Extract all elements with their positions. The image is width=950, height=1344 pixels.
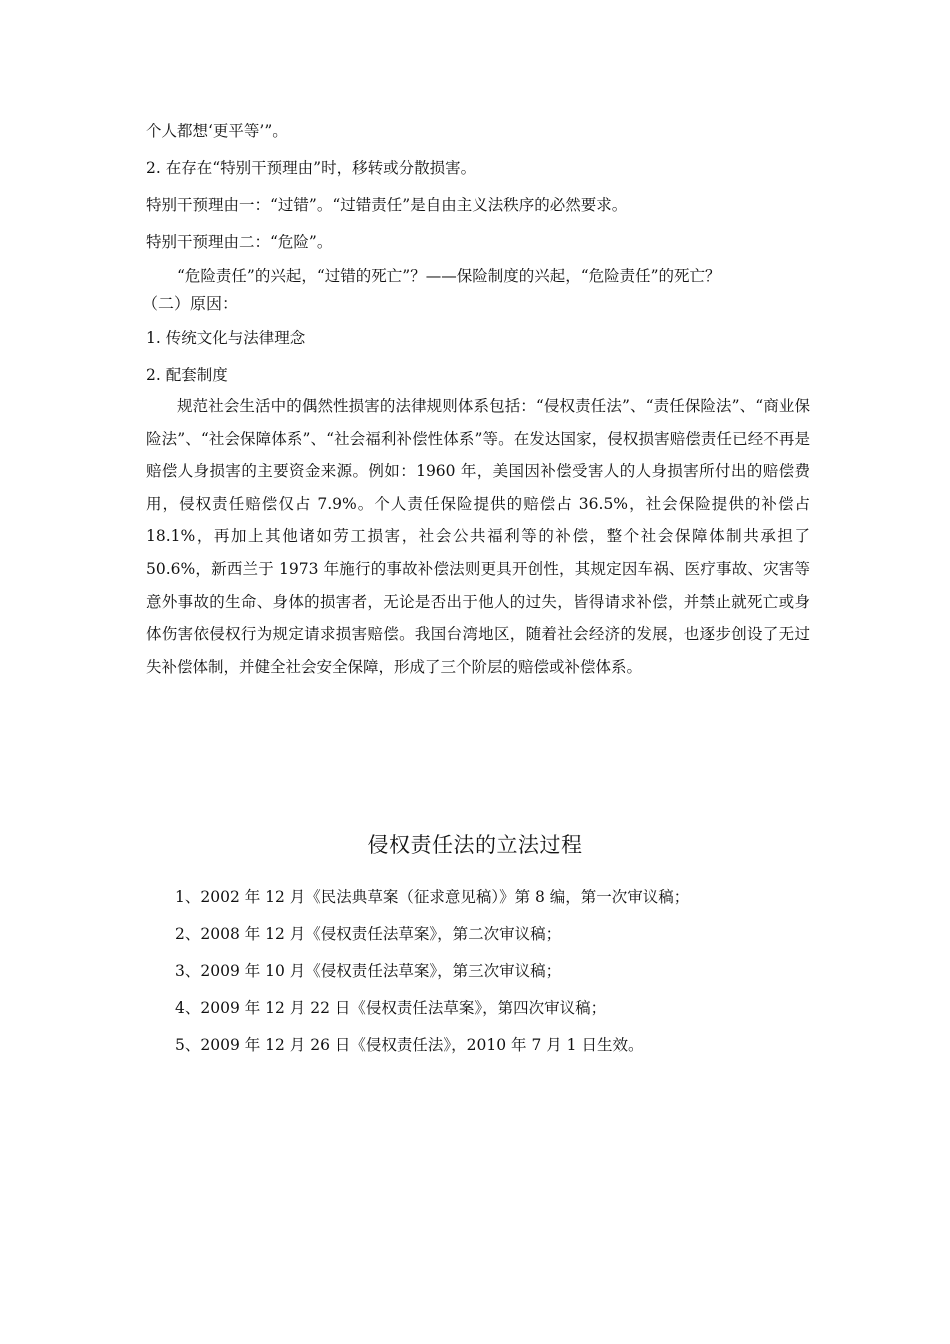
list-item: 2、2008 年 12 月《侵权责任法草案》，第二次审议稿； xyxy=(175,925,562,943)
text-line: 个人都想‘更平等’”。 xyxy=(146,122,288,140)
numbered-item: 2. 配套制度 xyxy=(146,366,228,384)
numbered-item: 1. 传统文化与法律理念 xyxy=(146,329,306,347)
body-paragraph: 规范社会生活中的偶然性损害的法律规则体系包括：“侵权责任法”、“责任保险法”、“商业保险法”、“社会保障体系”、“社会福利补偿性体系”等。在发达国家，侵权损害赔偿责任已经不再是赔偿人身损害的主要资金来源。例如：1960 年，美国因补偿受害人的人身损害所付出的赔偿费用，侵权责任赔偿仅占 7.9%。个人责任保险提供的赔偿占 36.5%，社会保险提供的补偿占 18.1%，再加上其他诸如劳工损害，社会公共福利等的补偿，整个社会保障体制共承担了 50.6%，新西兰于 1973 年施行的事故补偿法则更具开创性，其规定因车祸、医疗事故、灾害等意外事故的生命、身体的损害者，无论是否出于他人的过失，皆得请求补偿，并禁止就死亡或身体伤害依侵权行为规定请求损害赔偿。我国台湾地区，随着社会经济的发展，也逐步创设了无过失补偿体制，并健全社会安全保障，形成了三个阶层的赔偿或补偿体系。 xyxy=(146,397,810,676)
text-line: 2. 在存在“特别干预理由”时，移转或分散损害。 xyxy=(146,159,477,177)
legislation-timeline-list xyxy=(175,886,815,1071)
list-item: 1、2002 年 12 月《民法典草案（征求意见稿）》第 8 编，第一次审议稿； xyxy=(175,888,690,906)
section-title: 侵权责任法的立法过程 xyxy=(367,833,583,857)
list-item: 5、2009 年 12 月 26 日《侵权责任法》，2010 年 7 月 1 日生效。 xyxy=(175,1036,644,1054)
text-line: 特别干预理由一：“过错”。“过错责任”是自由主义法秩序的必然要求。 xyxy=(146,196,628,214)
list-item: 4、2009 年 12 月 22 日《侵权责任法草案》，第四次审议稿； xyxy=(175,999,607,1017)
list-item: 3、2009 年 10 月《侵权责任法草案》，第三次审议稿； xyxy=(175,962,562,980)
text-line: 特别干预理由二：“危险”。 xyxy=(146,233,333,251)
upper-text-block xyxy=(142,120,810,683)
question-line: “危险责任”的兴起，“过错的死亡”？——保险制度的兴起，“危险责任”的死亡？ xyxy=(177,267,721,285)
section-heading-reasons: （二）原因： xyxy=(142,294,239,313)
